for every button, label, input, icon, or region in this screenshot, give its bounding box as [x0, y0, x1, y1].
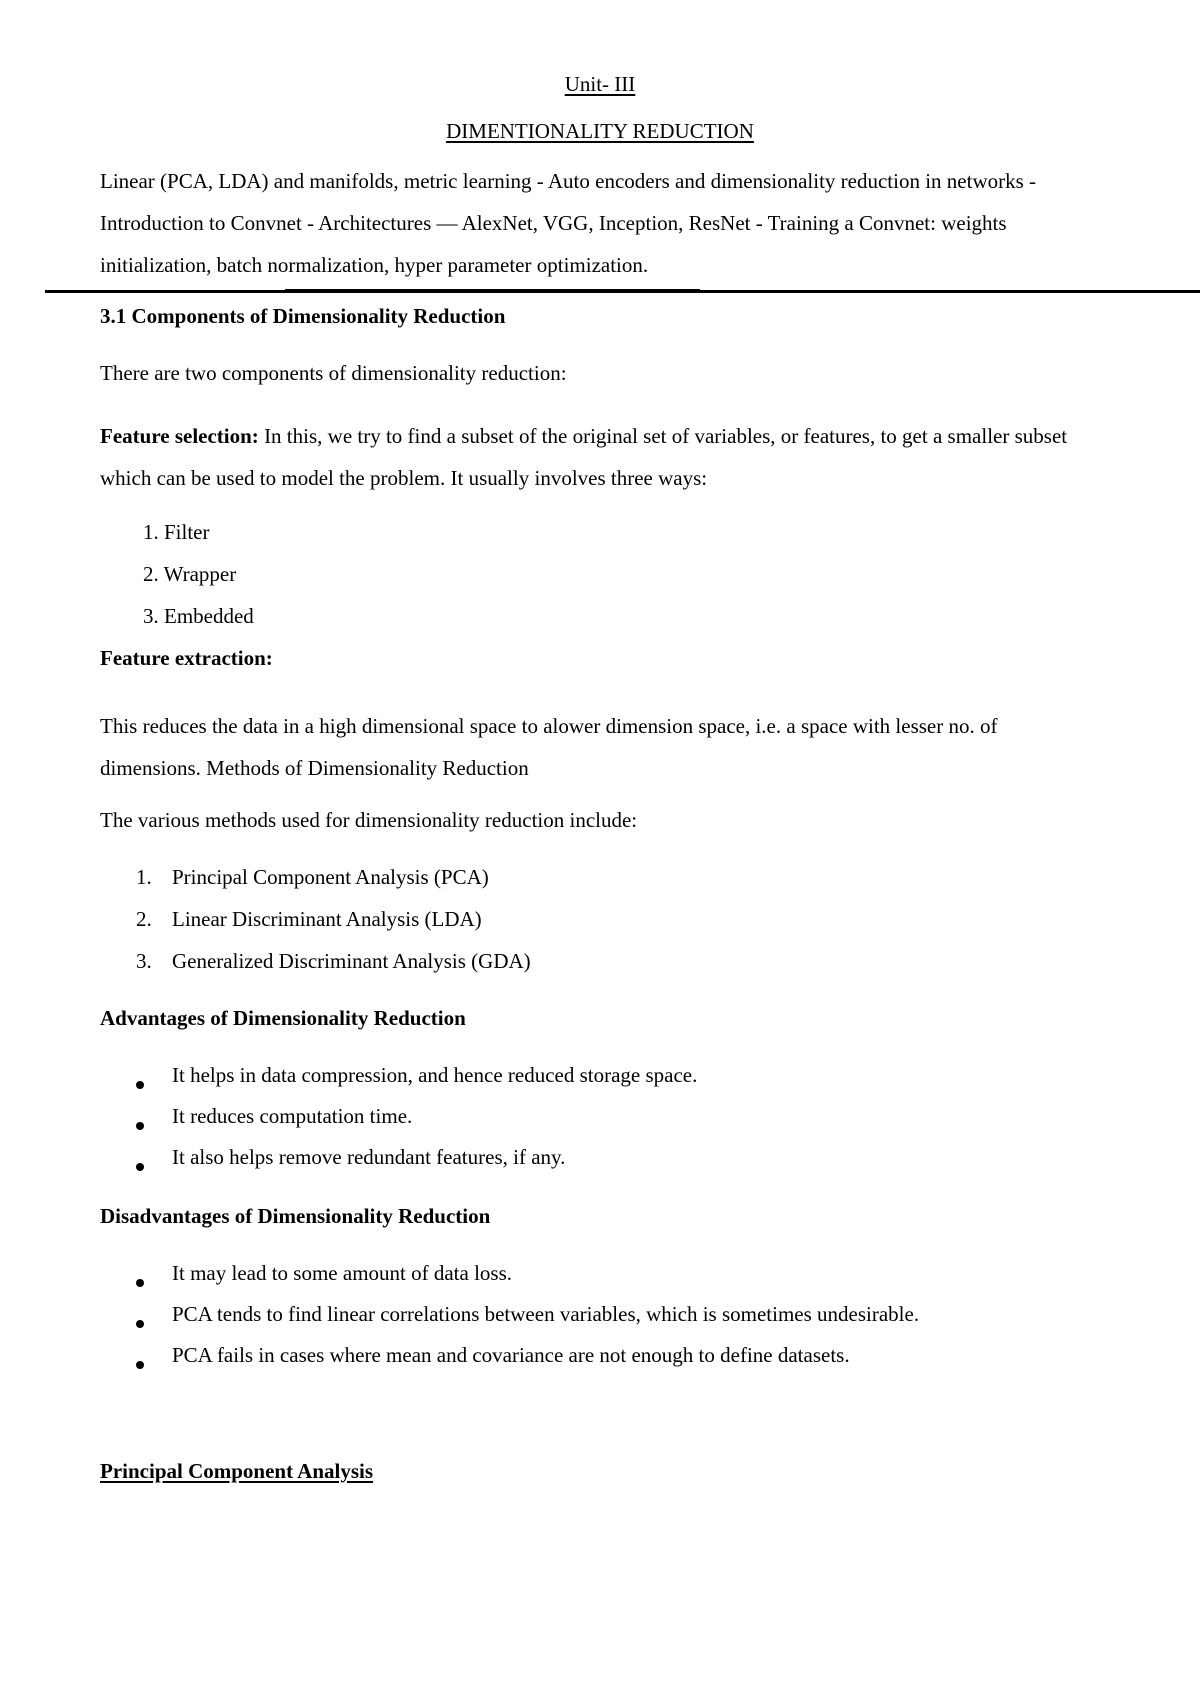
bullet-icon — [136, 1081, 144, 1089]
disadvantages-heading: Disadvantages of Dimensionality Reduction — [100, 1204, 491, 1228]
unit-title: Unit- III — [564, 72, 636, 96]
feature-selection-label: Feature selection: — [100, 424, 259, 448]
method-number: 1. — [136, 865, 152, 889]
topic-title: DIMENTIONALITY REDUCTION — [446, 119, 754, 143]
list-item: PCA tends to find linear correlations between variables, which is sometimes undesirable. — [172, 1302, 920, 1326]
bullet-icon — [136, 1279, 144, 1287]
method-item: Generalized Discriminant Analysis (GDA) — [172, 949, 531, 973]
feature-selection-text: In this, we try to find a subset of the original set of variables, or features, to get a smaller subset which can be used to model the problem. It usually involves three ways: — [100, 424, 1068, 490]
list-item: It reduces computation time. — [172, 1104, 413, 1128]
pca-heading: Principal Component Analysis — [100, 1459, 374, 1483]
feature-extraction-paragraph: This reduces the data in a high dimensional space to alower dimension space, i.e. a space with lesser no. of dimensions. Methods of Dimensionality Reduction — [100, 714, 998, 780]
bullet-icon — [136, 1163, 144, 1171]
list-item: 2. Wrapper — [143, 562, 237, 586]
feature-extraction-heading: Feature extraction: — [100, 646, 273, 670]
advantages-heading: Advantages of Dimensionality Reduction — [100, 1006, 466, 1030]
methods-intro: The various methods used for dimensionality reduction include: — [100, 808, 638, 832]
bullet-icon — [136, 1320, 144, 1328]
list-item: It helps in data compression, and hence reduced storage space. — [172, 1063, 698, 1087]
list-item: 1. Filter — [143, 520, 210, 544]
feature-selection-paragraph — [100, 415, 1100, 499]
list-item: It may lead to some amount of data loss. — [172, 1261, 513, 1285]
list-item: 3. Embedded — [143, 604, 254, 628]
components-intro: There are two components of dimensionality reduction: — [100, 361, 567, 385]
method-item: Principal Component Analysis (PCA) — [172, 865, 489, 889]
syllabus-paragraph: Linear (PCA, LDA) and manifolds, metric learning - Auto encoders and dimensionality reduction in networks - Introduction to Convnet - Architectures — AlexNet, VGG, Inception, ResNet - Training a Convnet: weights initialization, batch normalization, hyper parameter optimization. — [100, 169, 1037, 277]
method-number: 2. — [136, 907, 152, 931]
bullet-icon — [136, 1361, 144, 1369]
method-number: 3. — [136, 949, 152, 973]
section-heading-components: 3.1 Components of Dimensionality Reduction — [100, 304, 506, 328]
bullet-icon — [136, 1122, 144, 1130]
divider-accent — [285, 289, 700, 293]
list-item: It also helps remove redundant features, if any. — [172, 1145, 566, 1169]
method-item: Linear Discriminant Analysis (LDA) — [172, 907, 482, 931]
list-item: PCA fails in cases where mean and covariance are not enough to define datasets. — [172, 1343, 850, 1367]
